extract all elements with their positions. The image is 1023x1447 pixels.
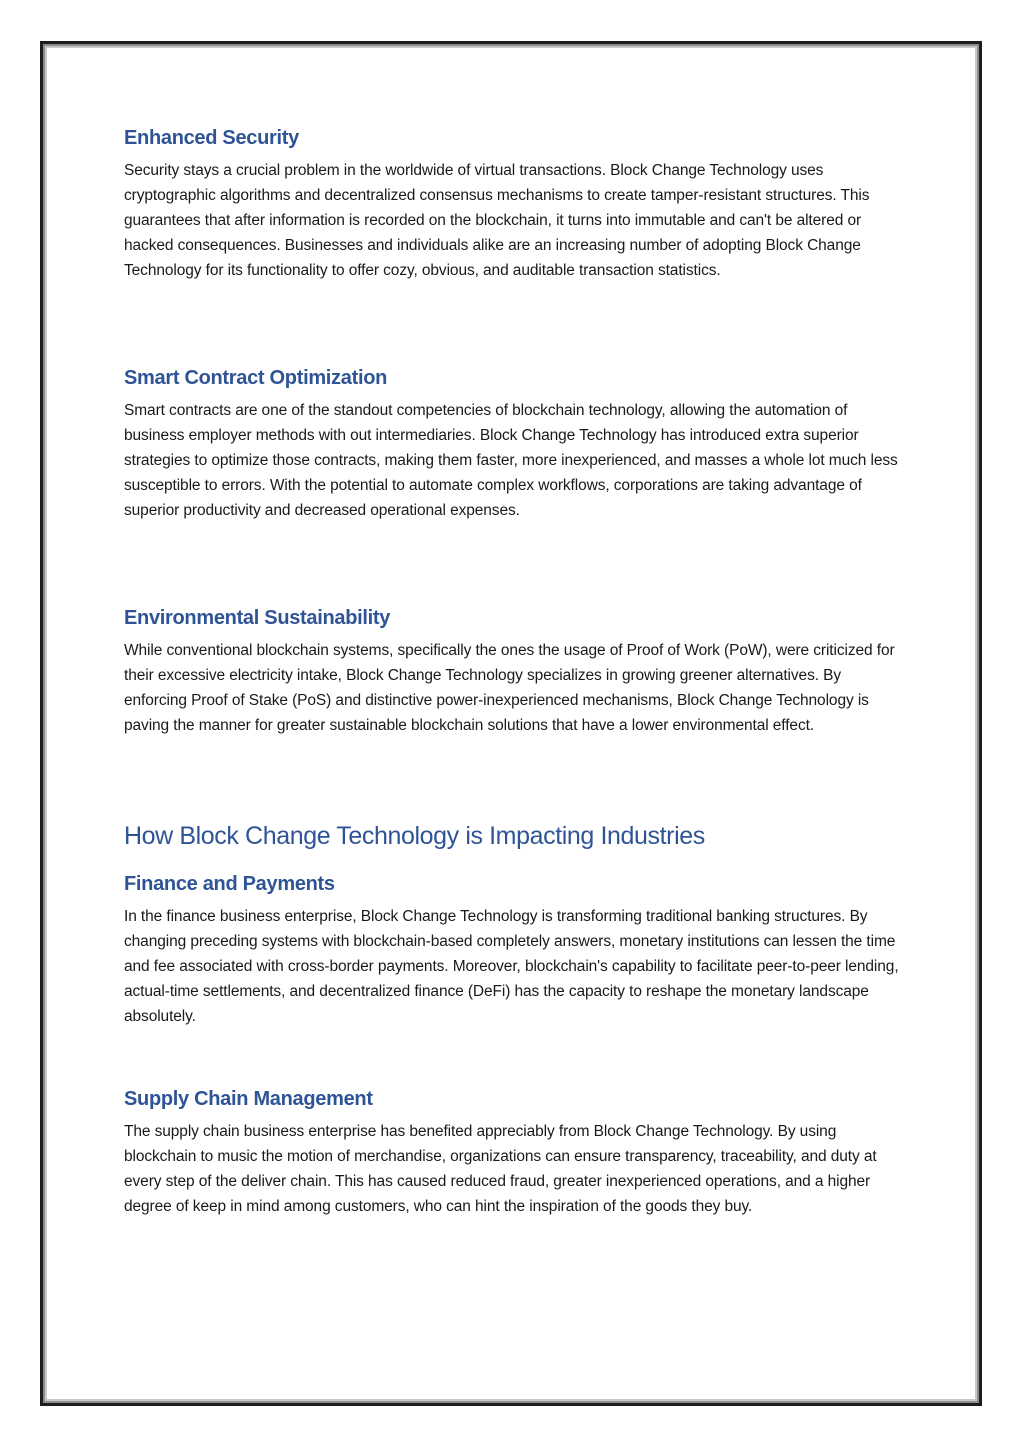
section-paragraph: While conventional blockchain systems, specifically the ones the usage of Proof of Work (PoW), were criticized for their excessive electricity intake, Block Change Technology specializes in growing greener alternatives. By enforcing Proof of Stake (PoS) and distinctive power-inexperienced mechanisms, Block Change Technology is paving the manner for greater sustainable blockchain solutions that have a lower environmental effect. <box>124 642 895 734</box>
section-smart-contract-optimization <box>124 364 904 523</box>
section-enhanced-security <box>124 124 904 283</box>
section-heading: Supply Chain Management <box>124 1088 373 1110</box>
section-heading: Smart Contract Optimization <box>124 367 388 389</box>
section-paragraph: The supply chain business enterprise has benefited appreciably from Block Change Technology. By using blockchain to music the motion of merchandise, organizations can ensure transparency, traceability, and duty at every step of the deliver chain. This has caused reduced fraud, greater inexperienced operations, and a higher degree of keep in mind among customers, who can hint the inspiration of the goods they buy. <box>124 1123 877 1215</box>
section-paragraph: Smart contracts are one of the standout competencies of blockchain technology, allowing the automation of business employer methods with out intermediaries. Block Change Technology has introduced extra superior strategies to optimize those contracts, making them faster, more inexperienced, and masses a whole lot much less susceptible to errors. With the potential to automate complex workflows, corporations are taking advantage of superior productivity and decreased operational expenses. <box>124 402 898 519</box>
section-heading: Enhanced Security <box>124 127 299 149</box>
section-heading: Environmental Sustainability <box>124 607 391 629</box>
section-supply-chain-management <box>124 1085 904 1219</box>
major-heading: How Block Change Technology is Impacting Industries <box>124 822 705 850</box>
section-finance-and-payments <box>124 870 904 1029</box>
section-paragraph: Security stays a crucial problem in the worldwide of virtual transactions. Block Change Technology uses cryptographic algorithms and decentralized consensus mechanisms to create tamper-resistant structures. This guarantees that after information is recorded on the blockchain, it turns into immutable and can't be altered or hacked consequences. Businesses and individuals alike are an increasing number of adopting Block Change Technology for its functionality to offer cozy, obvious, and auditable transaction statistics. <box>124 162 870 279</box>
section-paragraph: In the finance business enterprise, Block Change Technology is transforming traditional banking structures. By changing preceding systems with blockchain-based completely answers, monetary institutions can lessen the time and fee associated with cross-border payments. Moreover, blockchain's capability to facilitate peer-to-peer lending, actual-time settlements, and decentralized finance (DeFi) has the capacity to reshape the monetary landscape absolutely. <box>124 908 899 1025</box>
section-heading: Finance and Payments <box>124 873 335 895</box>
major-section-industries <box>124 819 904 853</box>
section-environmental-sustainability <box>124 604 904 738</box>
